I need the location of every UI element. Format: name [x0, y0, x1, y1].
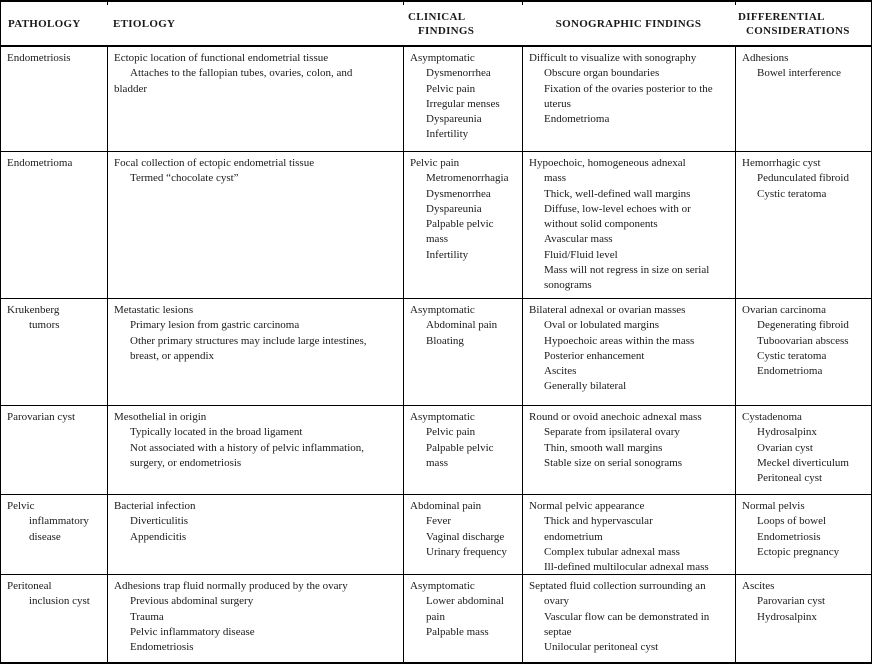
- cell-krukenberg-tumors-col3: [522, 299, 735, 405]
- text-line: Hemorrhagic cyst: [742, 157, 821, 169]
- header-cell-clinical-findings: [403, 2, 522, 45]
- text-line: Palpable pelvic: [426, 218, 494, 231]
- text-line: Dyspareunia: [426, 113, 482, 126]
- cell-pelvic-inflammatory-disease-col2: [403, 495, 522, 574]
- text-line: Hydrosalpinx: [757, 426, 817, 439]
- text-line: Thin, smooth wall margins: [544, 441, 663, 454]
- text-line: Fever: [426, 515, 452, 528]
- text-line: Hypoechoic, homogeneous adnexal: [529, 157, 686, 169]
- text-line: Trauma: [130, 610, 164, 623]
- text-line: inclusion cyst: [29, 595, 90, 608]
- text-line: Vascular flow can be demonstrated in: [544, 610, 710, 623]
- text-line: endometrium: [544, 530, 603, 543]
- cell-endometriosis-col1: [107, 47, 403, 151]
- text-line: Bilateral adnexal or ovarian masses: [529, 304, 686, 316]
- cell-peritoneal-inclusion-cyst-col2: [403, 575, 522, 664]
- header-cell-pathology: [1, 2, 107, 45]
- cell-peritoneal-inclusion-cyst-col4: [735, 575, 871, 664]
- text-line: Fixation of the ovaries posterior to the: [544, 82, 713, 95]
- cell-endometriosis-col0: [1, 47, 107, 151]
- text-line: Ascites: [544, 365, 577, 378]
- cell-endometrioma-col1: [107, 152, 403, 298]
- text-line: Oval or lobulated margins: [544, 319, 659, 332]
- text-line: Generally bilateral: [544, 380, 627, 393]
- text-line: Mass will not regress in size on serial: [544, 264, 710, 277]
- text-line: ovary: [544, 595, 570, 608]
- cell-endometrioma-col2: [403, 152, 522, 298]
- text-line: Ectopic location of functional endometrial tissue: [114, 52, 329, 64]
- text-line: Ovarian carcinoma: [742, 304, 826, 316]
- text-line: Previous abdominal surgery: [130, 595, 254, 608]
- header-cell-etiology: [107, 2, 403, 45]
- text-line: Pelvic pain: [410, 157, 460, 169]
- text-line: septae: [544, 625, 572, 638]
- text-line: Asymptomatic: [410, 304, 475, 316]
- cell-endometriosis-col3: [522, 47, 735, 151]
- text-line: Unilocular peritoneal cyst: [544, 641, 659, 654]
- text-line: Parovarian cyst: [7, 411, 76, 423]
- text-line: sonograms: [544, 279, 592, 292]
- cell-parovarian-cyst-col1: [107, 406, 403, 494]
- text-line: Hydrosalpinx: [757, 610, 817, 623]
- cell-peritoneal-inclusion-cyst-col1: [107, 575, 403, 664]
- text-line: Metastatic lesions: [114, 304, 194, 316]
- text-line: Thick and hypervascular: [544, 515, 653, 528]
- text-line: Appendicitis: [130, 530, 187, 543]
- text-line: Tuboovarian abscess: [757, 334, 849, 347]
- text-line: Irregular menses: [426, 97, 500, 110]
- cell-endometrioma-col3: [522, 152, 735, 298]
- text-line: mass: [544, 172, 566, 185]
- cell-krukenberg-tumors-col2: [403, 299, 522, 405]
- text-line: Pelvic pain: [426, 426, 476, 439]
- text-line: Cystic teratoma: [757, 349, 827, 362]
- text-line: Obscure organ boundaries: [544, 67, 660, 80]
- table-body: [1, 47, 871, 664]
- header-label: CLINICAL: [408, 10, 466, 23]
- text-line: Avascular mass: [544, 233, 613, 246]
- text-line: Degenerating fibroid: [757, 319, 849, 332]
- text-line: Meckel diverticulum: [757, 456, 849, 469]
- text-line: Endometrioma: [7, 157, 73, 169]
- cell-krukenberg-tumors-col0: [1, 299, 107, 405]
- text-line: Attaches to the fallopian tubes, ovaries, colon, and: [130, 67, 353, 80]
- text-line: Diverticulitis: [130, 515, 189, 528]
- text-line: Separate from ipsilateral ovary: [544, 426, 680, 439]
- header-label: FINDINGS: [418, 24, 475, 37]
- cell-parovarian-cyst-col0: [1, 406, 107, 494]
- cell-krukenberg-tumors-col1: [107, 299, 403, 405]
- text-line: Normal pelvic appearance: [529, 500, 645, 512]
- text-line: disease: [29, 530, 61, 543]
- text-line: surgery, or endometriosis: [130, 456, 242, 469]
- text-line: Dyspareunia: [426, 202, 482, 215]
- text-line: Pelvic pain: [426, 82, 476, 95]
- text-line: Hypoechoic areas within the mass: [544, 334, 695, 347]
- text-line: Ascites: [742, 580, 775, 592]
- text-line: Stable size on serial sonograms: [544, 456, 683, 469]
- text-line: Cystic teratoma: [757, 187, 827, 200]
- text-line: Difficult to visualize with sonography: [529, 52, 697, 64]
- text-line: Metromenorrhagia: [426, 172, 509, 185]
- text-line: Vaginal discharge: [426, 530, 505, 543]
- text-line: Round or ovoid anechoic adnexal mass: [529, 411, 702, 423]
- table-row-parovarian-cyst: [1, 406, 871, 495]
- text-line: Primary lesion from gastric carcinoma: [130, 319, 300, 332]
- cell-parovarian-cyst-col4: [735, 406, 871, 494]
- text-line: Dysmenorrhea: [426, 67, 491, 80]
- text-line: Septated fluid collection surrounding an: [529, 580, 706, 592]
- table-row-peritoneal-inclusion-cyst: [1, 575, 871, 664]
- cell-endometriosis-col4: [735, 47, 871, 151]
- header-label: PATHOLOGY: [8, 17, 81, 30]
- text-line: inflammatory: [29, 515, 89, 528]
- text-line: Palpable mass: [426, 625, 489, 638]
- text-line: Endometriosis: [7, 52, 71, 64]
- text-line: Pelvic inflammatory disease: [130, 625, 255, 638]
- text-line: breast, or appendix: [130, 349, 214, 362]
- cell-endometriosis-col2: [403, 47, 522, 151]
- text-line: tumors: [29, 319, 60, 332]
- header-cell-differential-considerations: [735, 2, 871, 45]
- text-line: Ectopic pregnancy: [757, 545, 840, 558]
- header-label: CONSIDERATIONS: [746, 24, 850, 37]
- text-line: Fluid/Fluid level: [544, 248, 618, 261]
- cell-pelvic-inflammatory-disease-col1: [107, 495, 403, 574]
- text-line: Asymptomatic: [410, 411, 475, 423]
- text-line: Infertility: [426, 248, 469, 261]
- text-line: Ovarian cyst: [757, 441, 813, 454]
- cell-krukenberg-tumors-col4: [735, 299, 871, 405]
- text-line: Dysmenorrhea: [426, 187, 491, 200]
- table-row-endometrioma: [1, 152, 871, 299]
- text-line: Diffuse, low-level echoes with or: [544, 202, 691, 215]
- text-line: Asymptomatic: [410, 52, 475, 64]
- header-label: SONOGRAPHIC FINDINGS: [555, 17, 702, 30]
- text-line: Parovarian cyst: [757, 595, 826, 608]
- text-line: Cystadenoma: [742, 411, 802, 423]
- header-cell-sonographic-findings: [522, 2, 735, 45]
- text-line: Endometrioma: [757, 365, 823, 378]
- column-divider-tick: [735, 0, 736, 5]
- text-line: Not associated with a history of pelvic inflammation,: [130, 441, 365, 454]
- text-line: Endometriosis: [130, 641, 194, 654]
- text-line: Abdominal pain: [426, 319, 498, 332]
- text-line: Other primary structures may include large intestines,: [130, 334, 367, 347]
- text-line: Pedunculated fibroid: [757, 172, 849, 185]
- cell-pelvic-inflammatory-disease-col4: [735, 495, 871, 574]
- text-line: Mesothelial in origin: [114, 411, 207, 423]
- text-line: Complex tubular adnexal mass: [544, 545, 680, 558]
- text-line: Termed “chocolate cyst”: [130, 172, 239, 185]
- text-line: bladder: [114, 82, 147, 95]
- table-row-pelvic-inflammatory-disease: [1, 495, 871, 575]
- text-line: Abdominal pain: [410, 500, 482, 512]
- text-line: Bacterial infection: [114, 500, 196, 512]
- text-line: Focal collection of ectopic endometrial tissue: [114, 157, 315, 169]
- text-line: uterus: [544, 97, 571, 110]
- column-divider-tick: [107, 0, 108, 5]
- text-line: pain: [426, 610, 445, 623]
- text-line: Ill-defined multilocular adnexal mass: [544, 561, 709, 574]
- text-line: Palpable pelvic: [426, 441, 494, 454]
- text-line: Normal pelvis: [742, 500, 805, 512]
- text-line: mass: [426, 456, 448, 469]
- table-header-row: [1, 2, 871, 47]
- text-line: without solid components: [544, 218, 658, 231]
- cell-peritoneal-inclusion-cyst-col3: [522, 575, 735, 664]
- cell-peritoneal-inclusion-cyst-col0: [1, 575, 107, 664]
- cell-parovarian-cyst-col3: [522, 406, 735, 494]
- column-divider-tick: [522, 0, 523, 5]
- text-line: Bloating: [426, 334, 464, 347]
- text-line: Thick, well-defined wall margins: [544, 187, 691, 200]
- text-line: Krukenberg: [7, 304, 60, 316]
- text-line: Asymptomatic: [410, 580, 475, 592]
- text-line: Lower abdominal: [426, 595, 504, 608]
- text-line: Adhesions trap fluid normally produced by the ovary: [114, 580, 348, 592]
- cell-pelvic-inflammatory-disease-col3: [522, 495, 735, 574]
- header-label: DIFFERENTIAL: [738, 10, 825, 23]
- text-line: mass: [426, 233, 448, 246]
- cell-parovarian-cyst-col2: [403, 406, 522, 494]
- text-line: Peritoneal: [7, 580, 52, 592]
- text-line: Endometriosis: [757, 530, 821, 543]
- text-line: Posterior enhancement: [544, 349, 645, 362]
- text-line: Infertility: [426, 128, 469, 141]
- text-line: Loops of bowel: [757, 515, 827, 528]
- text-line: Peritoneal cyst: [757, 472, 823, 485]
- text-line: Pelvic: [7, 500, 35, 512]
- cell-pelvic-inflammatory-disease-col0: [1, 495, 107, 574]
- table-row-krukenberg-tumors: [1, 299, 871, 406]
- cell-endometrioma-col4: [735, 152, 871, 298]
- column-divider-tick: [403, 0, 404, 5]
- text-line: Bowel interference: [757, 67, 841, 80]
- text-line: Urinary frequency: [426, 545, 507, 558]
- cell-endometrioma-col0: [1, 152, 107, 298]
- text-line: Typically located in the broad ligament: [130, 426, 303, 439]
- text-line: Adhesions: [742, 52, 789, 64]
- header-label: ETIOLOGY: [113, 17, 176, 30]
- table-row-endometriosis: [1, 47, 871, 152]
- text-line: Endometrioma: [544, 113, 610, 126]
